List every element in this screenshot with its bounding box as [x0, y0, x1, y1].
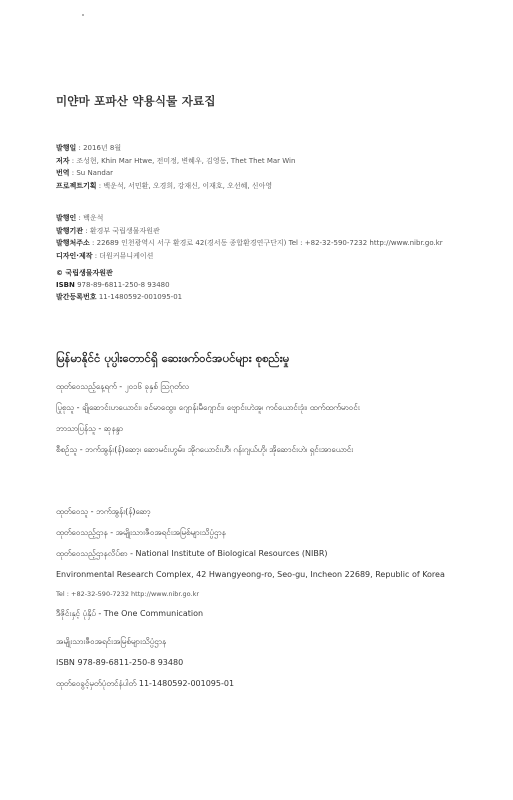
- isbn-line: ISBN 978-89-6811-250-8 93480: [56, 281, 170, 289]
- korean-credits: [56, 142, 295, 192]
- myanmar-credits: [56, 376, 360, 460]
- top-dot: [82, 14, 84, 16]
- copyright-line: © 국립생물자원관: [56, 269, 113, 277]
- publisher-person: 발행인 : 백운석: [56, 214, 104, 222]
- publisher-agency: 발행기관 : 환경부 국립생물자원관: [56, 226, 160, 235]
- myanmar-translator: ဘာသာပြန်သူ - ဆုနန္ဒာ: [56, 424, 124, 433]
- myanmar-planners: စီစဉ်သူ - ဘက်အွန်း(န်)ဆော့၊ ဆောမင်းဟွမ်း၊ အိုဂယောင်းဟီ၊ ဂန်းဂျယ်ဟို၊ အိုဆောင်းဟဲ၊ ရှင်းအာယောင်း: [56, 445, 354, 454]
- korean-identifiers: [56, 267, 182, 303]
- myanmar-date: ထုတ်ဝေသည့်နေ့ရက် - ၂၀၁၆ ခုနှစ် ဩဂုတ်လ: [56, 382, 190, 391]
- myanmar-agency-name: အမျိုးသားဇီဝအရင်းအမြစ်များသိပ္ပံဌာန: [56, 637, 167, 646]
- credit-date: 발행일 : 2016년 8월: [56, 144, 122, 152]
- publisher-design: 디자인·제작 : 더원커뮤니케이션: [56, 251, 154, 260]
- myanmar-address: Environmental Research Complex, 42 Hwangyeong-ro, Seo-gu, Incheon 22689, Republic of Korea: [56, 570, 445, 579]
- myanmar-publisher-agency: ထုတ်ဝေသည့်ဌာန - အမျိုးသားဇီဝအရင်းအမြစ်များသိပ္ပံဌာန: [56, 528, 226, 537]
- credit-authors: 저자 : 조성현, Khin Mar Htwe, 전미정, 변혜우, 김영동, Thet Thet Mar Win: [56, 156, 296, 165]
- myanmar-publisher: [56, 501, 445, 624]
- myanmar-publisher-address-label: ထုတ်ဝေသည့်ဌာနလိပ်စာ - National Institute of Biological Resources (NIBR): [56, 549, 328, 558]
- myanmar-publisher-person: ထုတ်ဝေသူ - ဘက်အွန်း(န်)ဆော့: [56, 507, 151, 516]
- myanmar-registration: ထုတ်ဝေခွင့်မှတ်ပုံတင်နံပါတ် 11-1480592-001095-01: [56, 679, 235, 688]
- myanmar-identifiers: [56, 631, 234, 694]
- credit-project-planning: 프로젝트기획 : 백운석, 서민환, 오경희, 강재신, 이재호, 오선혜, 신아영: [56, 181, 273, 190]
- myanmar-design: ဒီဇိုင်းနှင့် ပုံနှိပ် - The One Communication: [56, 609, 204, 618]
- myanmar-authors: ပြုစုသူ - ချိုဆောင်းဟယောင်း၊ ခင်မာထွေး၊ ဂျောန်းမီဂျောင်း၊ ဗျောင်းဟဲအူ၊ ကင်ယောင်းဒုံး၊ ထက်ထက်မာဝင်း: [56, 403, 360, 412]
- credit-translation: 번역 : Su Nandar: [56, 169, 114, 177]
- korean-title: 미얀마 포파산 약용식물 자료집: [56, 94, 216, 108]
- publisher-address: 발행처주소 : 22689 인천광역시 서구 환경로 42(경서동 종합환경연구단지) Tel : +82-32-590-7232 http://www.nibr.go.kr: [56, 239, 443, 247]
- registration-line: 발간등록번호 11-1480592-001095-01: [56, 293, 183, 301]
- myanmar-isbn: ISBN 978-89-6811-250-8 93480: [56, 658, 184, 667]
- myanmar-title: မြန်မာနိုင်ငံ ပုပ္ပါးတောင်ရှိ ဆေးဖက်ဝင်အပင်များ စုစည်းမှု: [56, 351, 290, 365]
- myanmar-tel: Tel : +82-32-590-7232 http://www.nibr.go.kr: [56, 590, 200, 598]
- korean-publisher: [56, 212, 443, 262]
